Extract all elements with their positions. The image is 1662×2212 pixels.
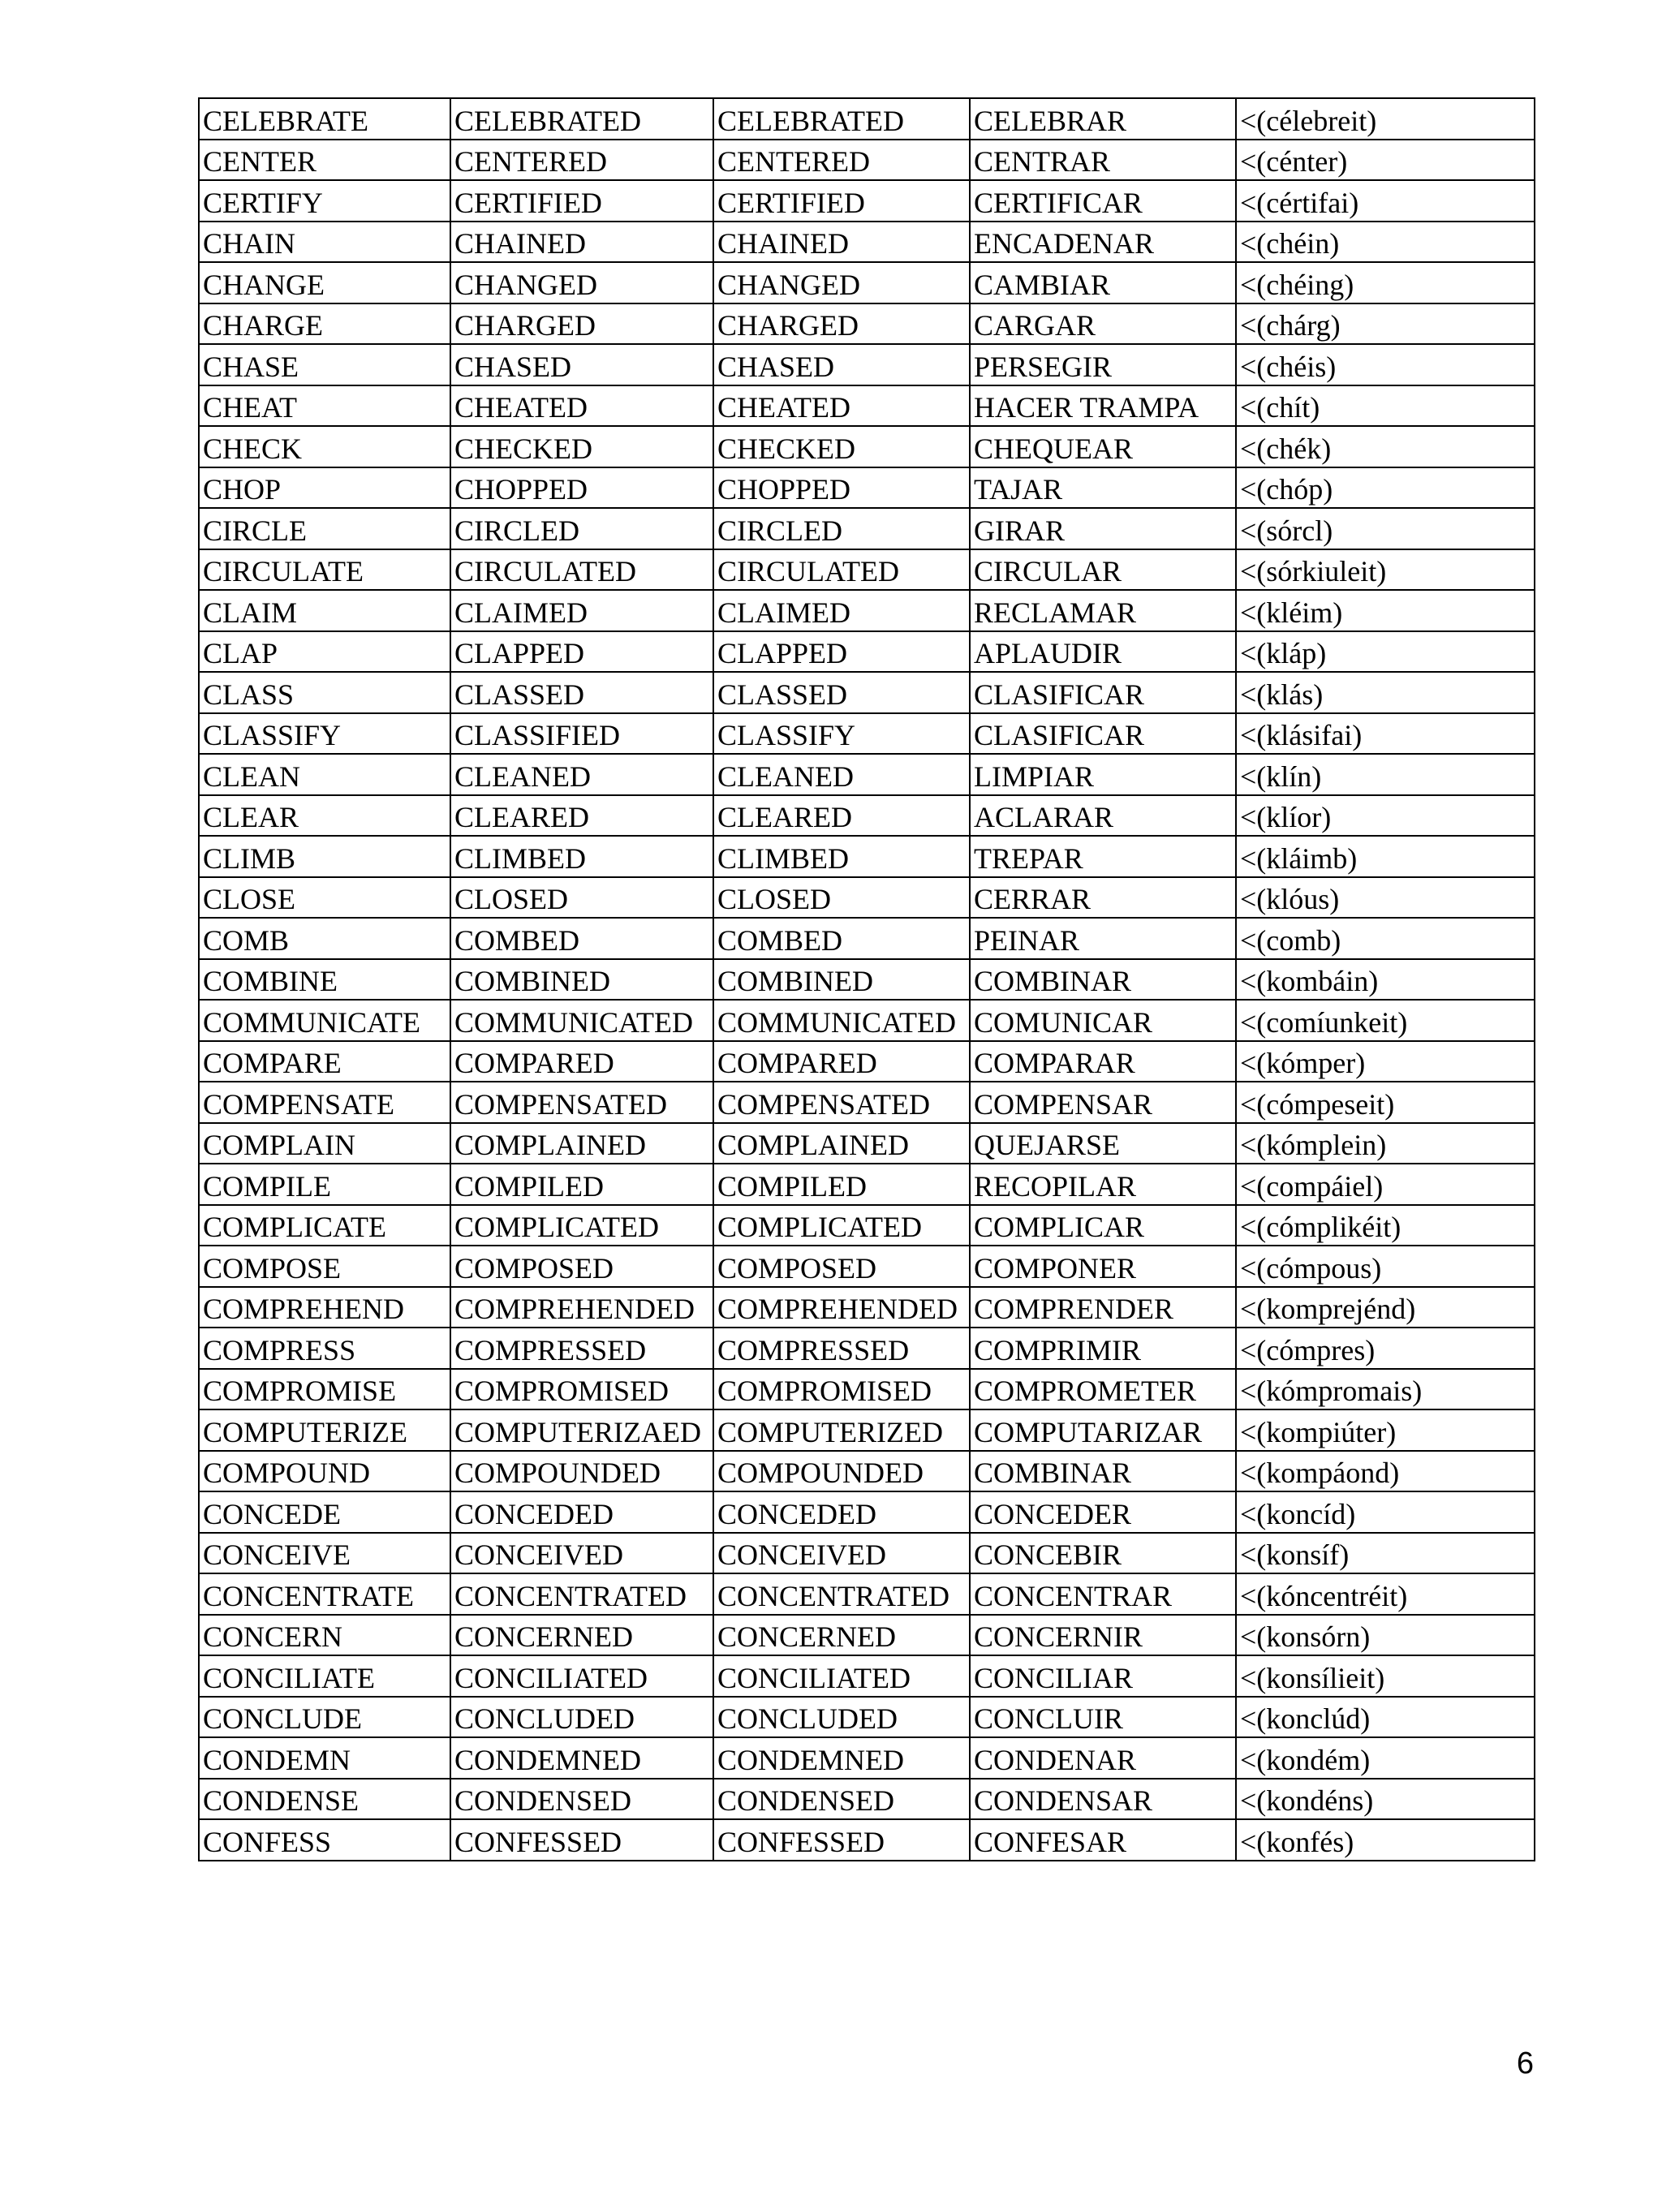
verb-past-participle-cell: CONCEIVED bbox=[713, 1533, 970, 1574]
verb-past-participle-cell: CLAIMED bbox=[713, 590, 970, 631]
table-row bbox=[199, 1573, 1535, 1615]
verb-past-cell: COMPLAINED bbox=[450, 1123, 713, 1164]
verb-spanish-cell: CLASIFICAR bbox=[970, 713, 1236, 755]
verb-table bbox=[198, 97, 1535, 1861]
table-row bbox=[199, 1615, 1535, 1656]
verb-spanish-cell: COMBINAR bbox=[970, 1451, 1236, 1492]
verb-infinitive-cell: CONFESS bbox=[199, 1819, 450, 1861]
table-row bbox=[199, 1123, 1535, 1164]
verb-spanish-cell: PERSEGIR bbox=[970, 344, 1236, 385]
table-row bbox=[199, 1655, 1535, 1697]
verb-pronunciation-cell: <(chéin) bbox=[1236, 222, 1535, 263]
verb-pronunciation-cell: <(klás) bbox=[1236, 672, 1535, 713]
table-row bbox=[199, 1205, 1535, 1246]
verb-past-participle-cell: COMPROMISED bbox=[713, 1369, 970, 1410]
table-row bbox=[199, 1533, 1535, 1574]
verb-pronunciation-cell: <(cómpres) bbox=[1236, 1328, 1535, 1369]
verb-pronunciation-cell: <(chéis) bbox=[1236, 344, 1535, 385]
verb-past-cell: CONCERNED bbox=[450, 1615, 713, 1656]
verb-infinitive-cell: CONDENSE bbox=[199, 1779, 450, 1820]
verb-infinitive-cell: CLIMB bbox=[199, 836, 450, 877]
verb-spanish-cell: COMPUTARIZAR bbox=[970, 1409, 1236, 1451]
verb-infinitive-cell: COMPOSE bbox=[199, 1246, 450, 1287]
verb-spanish-cell: CLASIFICAR bbox=[970, 672, 1236, 713]
verb-past-participle-cell: CELEBRATED bbox=[713, 98, 970, 140]
verb-past-cell: CONCILIATED bbox=[450, 1655, 713, 1697]
table-row bbox=[199, 344, 1535, 385]
verb-past-participle-cell: CONDENSED bbox=[713, 1779, 970, 1820]
verb-pronunciation-cell: <(chóp) bbox=[1236, 467, 1535, 509]
verb-infinitive-cell: CLASS bbox=[199, 672, 450, 713]
verb-pronunciation-cell: <(kombáin) bbox=[1236, 959, 1535, 1001]
verb-pronunciation-cell: <(kondéns) bbox=[1236, 1779, 1535, 1820]
verb-spanish-cell: COMUNICAR bbox=[970, 1000, 1236, 1041]
verb-past-participle-cell: CERTIFIED bbox=[713, 180, 970, 222]
verb-past-participle-cell: COMBED bbox=[713, 918, 970, 959]
table-row bbox=[199, 1000, 1535, 1041]
verb-past-cell: COMPLICATED bbox=[450, 1205, 713, 1246]
verb-spanish-cell: ACLARAR bbox=[970, 795, 1236, 837]
table-row bbox=[199, 1819, 1535, 1861]
table-row bbox=[199, 836, 1535, 877]
verb-past-participle-cell: CHAINED bbox=[713, 222, 970, 263]
verb-past-cell: CHECKED bbox=[450, 426, 713, 467]
verb-infinitive-cell: COMPILE bbox=[199, 1164, 450, 1205]
verb-spanish-cell: CHEQUEAR bbox=[970, 426, 1236, 467]
verb-infinitive-cell: CHASE bbox=[199, 344, 450, 385]
verb-spanish-cell: CONDENSAR bbox=[970, 1779, 1236, 1820]
verb-infinitive-cell: COMPENSATE bbox=[199, 1082, 450, 1123]
verb-spanish-cell: GIRAR bbox=[970, 508, 1236, 549]
verb-past-cell: COMBINED bbox=[450, 959, 713, 1001]
verb-infinitive-cell: COMBINE bbox=[199, 959, 450, 1001]
verb-infinitive-cell: CLEAN bbox=[199, 754, 450, 795]
verb-past-participle-cell: CONCERNED bbox=[713, 1615, 970, 1656]
table-row bbox=[199, 1491, 1535, 1533]
verb-spanish-cell: CONCENTRAR bbox=[970, 1573, 1236, 1615]
verb-infinitive-cell: CLAIM bbox=[199, 590, 450, 631]
table-row bbox=[199, 262, 1535, 303]
verb-pronunciation-cell: <(klín) bbox=[1236, 754, 1535, 795]
verb-past-cell: COMMUNICATED bbox=[450, 1000, 713, 1041]
verb-past-participle-cell: COMPILED bbox=[713, 1164, 970, 1205]
verb-past-participle-cell: CHASED bbox=[713, 344, 970, 385]
verb-past-cell: CONCLUDED bbox=[450, 1697, 713, 1738]
verb-past-participle-cell: CLEANED bbox=[713, 754, 970, 795]
verb-past-cell: CHANGED bbox=[450, 262, 713, 303]
table-row bbox=[199, 140, 1535, 181]
verb-pronunciation-cell: <(klóus) bbox=[1236, 877, 1535, 919]
verb-spanish-cell: COMPARAR bbox=[970, 1041, 1236, 1082]
verb-spanish-cell: CENTRAR bbox=[970, 140, 1236, 181]
verb-past-cell: CIRCLED bbox=[450, 508, 713, 549]
verb-past-cell: CIRCULATED bbox=[450, 549, 713, 591]
verb-infinitive-cell: CERTIFY bbox=[199, 180, 450, 222]
verb-infinitive-cell: CHANGE bbox=[199, 262, 450, 303]
verb-spanish-cell: CONCEBIR bbox=[970, 1533, 1236, 1574]
table-row bbox=[199, 303, 1535, 345]
verb-past-participle-cell: CONCENTRATED bbox=[713, 1573, 970, 1615]
verb-past-cell: CLASSED bbox=[450, 672, 713, 713]
verb-pronunciation-cell: <(kondém) bbox=[1236, 1737, 1535, 1779]
verb-pronunciation-cell: <(kómplein) bbox=[1236, 1123, 1535, 1164]
verb-table-body bbox=[199, 98, 1535, 1861]
verb-past-cell: CLEANED bbox=[450, 754, 713, 795]
verb-infinitive-cell: COMPUTERIZE bbox=[199, 1409, 450, 1451]
table-row bbox=[199, 1164, 1535, 1205]
verb-infinitive-cell: CLASSIFY bbox=[199, 713, 450, 755]
verb-infinitive-cell: COMPOUND bbox=[199, 1451, 450, 1492]
verb-past-participle-cell: CHOPPED bbox=[713, 467, 970, 509]
verb-pronunciation-cell: <(kléim) bbox=[1236, 590, 1535, 631]
verb-past-participle-cell: COMBINED bbox=[713, 959, 970, 1001]
verb-pronunciation-cell: <(kompáond) bbox=[1236, 1451, 1535, 1492]
verb-past-participle-cell: CONCLUDED bbox=[713, 1697, 970, 1738]
verb-infinitive-cell: CIRCLE bbox=[199, 508, 450, 549]
verb-infinitive-cell: COMB bbox=[199, 918, 450, 959]
verb-past-participle-cell: COMPRESSED bbox=[713, 1328, 970, 1369]
verb-infinitive-cell: CENTER bbox=[199, 140, 450, 181]
verb-past-cell: CLASSIFIED bbox=[450, 713, 713, 755]
verb-spanish-cell: RECLAMAR bbox=[970, 590, 1236, 631]
verb-pronunciation-cell: <(cénter) bbox=[1236, 140, 1535, 181]
verb-pronunciation-cell: <(koncíd) bbox=[1236, 1491, 1535, 1533]
verb-past-participle-cell: CONDEMNED bbox=[713, 1737, 970, 1779]
verb-past-cell: CHOPPED bbox=[450, 467, 713, 509]
verb-past-participle-cell: CHANGED bbox=[713, 262, 970, 303]
verb-past-participle-cell: COMPUTERIZED bbox=[713, 1409, 970, 1451]
verb-spanish-cell: COMPRENDER bbox=[970, 1287, 1236, 1328]
verb-past-cell: CERTIFIED bbox=[450, 180, 713, 222]
table-row bbox=[199, 877, 1535, 919]
verb-pronunciation-cell: <(kláimb) bbox=[1236, 836, 1535, 877]
verb-spanish-cell: CONCLUIR bbox=[970, 1697, 1236, 1738]
verb-pronunciation-cell: <(comíunkeit) bbox=[1236, 1000, 1535, 1041]
verb-past-cell: COMPOSED bbox=[450, 1246, 713, 1287]
verb-past-cell: CELEBRATED bbox=[450, 98, 713, 140]
verb-past-cell: CHASED bbox=[450, 344, 713, 385]
table-row bbox=[199, 180, 1535, 222]
table-row bbox=[199, 795, 1535, 837]
verb-pronunciation-cell: <(kómpromais) bbox=[1236, 1369, 1535, 1410]
verb-spanish-cell: CERTIFICAR bbox=[970, 180, 1236, 222]
verb-spanish-cell: COMPENSAR bbox=[970, 1082, 1236, 1123]
verb-infinitive-cell: COMPROMISE bbox=[199, 1369, 450, 1410]
verb-spanish-cell: CERRAR bbox=[970, 877, 1236, 919]
table-row bbox=[199, 1246, 1535, 1287]
verb-past-participle-cell: CLASSED bbox=[713, 672, 970, 713]
table-row bbox=[199, 1451, 1535, 1492]
verb-spanish-cell: TREPAR bbox=[970, 836, 1236, 877]
verb-past-participle-cell: COMPARED bbox=[713, 1041, 970, 1082]
table-row bbox=[199, 959, 1535, 1001]
verb-past-participle-cell: CONFESSED bbox=[713, 1819, 970, 1861]
verb-past-cell: CONCENTRATED bbox=[450, 1573, 713, 1615]
verb-spanish-cell: CONFESAR bbox=[970, 1819, 1236, 1861]
verb-past-cell: COMPUTERIZAED bbox=[450, 1409, 713, 1451]
verb-past-participle-cell: CLIMBED bbox=[713, 836, 970, 877]
verb-pronunciation-cell: <(cómplikéit) bbox=[1236, 1205, 1535, 1246]
verb-infinitive-cell: COMPLICATE bbox=[199, 1205, 450, 1246]
table-row bbox=[199, 1082, 1535, 1123]
verb-pronunciation-cell: <(sórcl) bbox=[1236, 508, 1535, 549]
verb-past-cell: CLIMBED bbox=[450, 836, 713, 877]
verb-infinitive-cell: CONCERN bbox=[199, 1615, 450, 1656]
verb-infinitive-cell: COMPRESS bbox=[199, 1328, 450, 1369]
table-row bbox=[199, 467, 1535, 509]
verb-pronunciation-cell: <(kompiúter) bbox=[1236, 1409, 1535, 1451]
verb-pronunciation-cell: <(klíor) bbox=[1236, 795, 1535, 837]
verb-past-participle-cell: COMPREHENDED bbox=[713, 1287, 970, 1328]
verb-past-participle-cell: CIRCULATED bbox=[713, 549, 970, 591]
verb-spanish-cell: COMPRIMIR bbox=[970, 1328, 1236, 1369]
verb-spanish-cell: APLAUDIR bbox=[970, 631, 1236, 673]
verb-infinitive-cell: COMMUNICATE bbox=[199, 1000, 450, 1041]
table-row bbox=[199, 754, 1535, 795]
verb-pronunciation-cell: <(célebreit) bbox=[1236, 98, 1535, 140]
verb-spanish-cell: TAJAR bbox=[970, 467, 1236, 509]
verb-past-cell: CLAIMED bbox=[450, 590, 713, 631]
verb-pronunciation-cell: <(konsílieit) bbox=[1236, 1655, 1535, 1697]
verb-infinitive-cell: CELEBRATE bbox=[199, 98, 450, 140]
table-row bbox=[199, 1779, 1535, 1820]
verb-past-cell: CLAPPED bbox=[450, 631, 713, 673]
verb-pronunciation-cell: <(comb) bbox=[1236, 918, 1535, 959]
table-row bbox=[199, 98, 1535, 140]
table-row bbox=[199, 631, 1535, 673]
verb-spanish-cell: CELEBRAR bbox=[970, 98, 1236, 140]
verb-infinitive-cell: CHOP bbox=[199, 467, 450, 509]
table-row bbox=[199, 1409, 1535, 1451]
verb-past-cell: CHEATED bbox=[450, 385, 713, 427]
verb-past-cell: COMPENSATED bbox=[450, 1082, 713, 1123]
verb-pronunciation-cell: <(konfés) bbox=[1236, 1819, 1535, 1861]
verb-pronunciation-cell: <(chék) bbox=[1236, 426, 1535, 467]
verb-past-cell: CHAINED bbox=[450, 222, 713, 263]
verb-past-cell: COMPILED bbox=[450, 1164, 713, 1205]
verb-past-cell: COMBED bbox=[450, 918, 713, 959]
verb-past-cell: CONDENSED bbox=[450, 1779, 713, 1820]
verb-infinitive-cell: CONCILIATE bbox=[199, 1655, 450, 1697]
verb-infinitive-cell: COMPREHEND bbox=[199, 1287, 450, 1328]
table-row bbox=[199, 385, 1535, 427]
verb-past-participle-cell: COMPLAINED bbox=[713, 1123, 970, 1164]
table-row bbox=[199, 672, 1535, 713]
verb-past-cell: COMPOUNDED bbox=[450, 1451, 713, 1492]
verb-spanish-cell: CARGAR bbox=[970, 303, 1236, 345]
verb-infinitive-cell: CLEAR bbox=[199, 795, 450, 837]
verb-past-cell: CENTERED bbox=[450, 140, 713, 181]
verb-pronunciation-cell: <(klásifai) bbox=[1236, 713, 1535, 755]
table-row bbox=[199, 1328, 1535, 1369]
verb-pronunciation-cell: <(cértifai) bbox=[1236, 180, 1535, 222]
verb-pronunciation-cell: <(compáiel) bbox=[1236, 1164, 1535, 1205]
verb-past-cell: COMPARED bbox=[450, 1041, 713, 1082]
table-row bbox=[199, 508, 1535, 549]
verb-spanish-cell: HACER TRAMPA bbox=[970, 385, 1236, 427]
verb-past-cell: CONCEIVED bbox=[450, 1533, 713, 1574]
verb-pronunciation-cell: <(kóncentréit) bbox=[1236, 1573, 1535, 1615]
table-row bbox=[199, 1287, 1535, 1328]
verb-infinitive-cell: COMPLAIN bbox=[199, 1123, 450, 1164]
verb-spanish-cell: RECOPILAR bbox=[970, 1164, 1236, 1205]
verb-infinitive-cell: CHEAT bbox=[199, 385, 450, 427]
verb-past-cell: CONCEDED bbox=[450, 1491, 713, 1533]
verb-spanish-cell: COMBINAR bbox=[970, 959, 1236, 1001]
verb-pronunciation-cell: <(kómper) bbox=[1236, 1041, 1535, 1082]
verb-pronunciation-cell: <(chárg) bbox=[1236, 303, 1535, 345]
verb-spanish-cell: COMPLICAR bbox=[970, 1205, 1236, 1246]
verb-past-cell: CHARGED bbox=[450, 303, 713, 345]
verb-past-participle-cell: COMPOUNDED bbox=[713, 1451, 970, 1492]
verb-past-participle-cell: COMPLICATED bbox=[713, 1205, 970, 1246]
verb-past-participle-cell: COMMUNICATED bbox=[713, 1000, 970, 1041]
verb-infinitive-cell: COMPARE bbox=[199, 1041, 450, 1082]
verb-infinitive-cell: CHECK bbox=[199, 426, 450, 467]
verb-spanish-cell: QUEJARSE bbox=[970, 1123, 1236, 1164]
verb-past-participle-cell: CLEARED bbox=[713, 795, 970, 837]
verb-spanish-cell: CONCILIAR bbox=[970, 1655, 1236, 1697]
verb-past-participle-cell: COMPENSATED bbox=[713, 1082, 970, 1123]
verb-infinitive-cell: CONCEIVE bbox=[199, 1533, 450, 1574]
verb-pronunciation-cell: <(chéing) bbox=[1236, 262, 1535, 303]
verb-infinitive-cell: CONCEDE bbox=[199, 1491, 450, 1533]
verb-pronunciation-cell: <(chít) bbox=[1236, 385, 1535, 427]
verb-infinitive-cell: CLAP bbox=[199, 631, 450, 673]
verb-infinitive-cell: CONDEMN bbox=[199, 1737, 450, 1779]
verb-past-participle-cell: CHECKED bbox=[713, 426, 970, 467]
table-row bbox=[199, 590, 1535, 631]
verb-past-participle-cell: COMPOSED bbox=[713, 1246, 970, 1287]
verb-spanish-cell: CIRCULAR bbox=[970, 549, 1236, 591]
verb-spanish-cell: COMPROMETER bbox=[970, 1369, 1236, 1410]
verb-pronunciation-cell: <(komprejénd) bbox=[1236, 1287, 1535, 1328]
verb-infinitive-cell: CONCENTRATE bbox=[199, 1573, 450, 1615]
verb-spanish-cell: LIMPIAR bbox=[970, 754, 1236, 795]
verb-past-participle-cell: CENTERED bbox=[713, 140, 970, 181]
verb-pronunciation-cell: <(kláp) bbox=[1236, 631, 1535, 673]
verb-infinitive-cell: CLOSE bbox=[199, 877, 450, 919]
verb-spanish-cell: CONDENAR bbox=[970, 1737, 1236, 1779]
verb-past-participle-cell: CLASSIFY bbox=[713, 713, 970, 755]
verb-spanish-cell: CONCEDER bbox=[970, 1491, 1236, 1533]
page-number: 6 bbox=[1516, 2046, 1534, 2081]
verb-infinitive-cell: CONCLUDE bbox=[199, 1697, 450, 1738]
table-row bbox=[199, 918, 1535, 959]
verb-past-participle-cell: CLOSED bbox=[713, 877, 970, 919]
verb-past-cell: CONDEMNED bbox=[450, 1737, 713, 1779]
table-row bbox=[199, 1697, 1535, 1738]
verb-past-participle-cell: CIRCLED bbox=[713, 508, 970, 549]
verb-past-participle-cell: CONCEDED bbox=[713, 1491, 970, 1533]
verb-spanish-cell: CAMBIAR bbox=[970, 262, 1236, 303]
verb-pronunciation-cell: <(konsíf) bbox=[1236, 1533, 1535, 1574]
table-row bbox=[199, 1737, 1535, 1779]
verb-spanish-cell: CONCERNIR bbox=[970, 1615, 1236, 1656]
table-row bbox=[199, 1041, 1535, 1082]
verb-past-participle-cell: CHEATED bbox=[713, 385, 970, 427]
verb-infinitive-cell: CHAIN bbox=[199, 222, 450, 263]
verb-past-participle-cell: CONCILIATED bbox=[713, 1655, 970, 1697]
table-row bbox=[199, 713, 1535, 755]
verb-past-cell: COMPROMISED bbox=[450, 1369, 713, 1410]
verb-pronunciation-cell: <(cómpous) bbox=[1236, 1246, 1535, 1287]
verb-spanish-cell: PEINAR bbox=[970, 918, 1236, 959]
verb-pronunciation-cell: <(konsórn) bbox=[1236, 1615, 1535, 1656]
table-row bbox=[199, 426, 1535, 467]
verb-infinitive-cell: CIRCULATE bbox=[199, 549, 450, 591]
verb-past-cell: COMPRESSED bbox=[450, 1328, 713, 1369]
verb-past-cell: CLOSED bbox=[450, 877, 713, 919]
verb-past-participle-cell: CHARGED bbox=[713, 303, 970, 345]
verb-pronunciation-cell: <(sórkiuleit) bbox=[1236, 549, 1535, 591]
verb-infinitive-cell: CHARGE bbox=[199, 303, 450, 345]
verb-pronunciation-cell: <(konclúd) bbox=[1236, 1697, 1535, 1738]
table-row bbox=[199, 549, 1535, 591]
table-row bbox=[199, 222, 1535, 263]
verb-past-participle-cell: CLAPPED bbox=[713, 631, 970, 673]
table-row bbox=[199, 1369, 1535, 1410]
verb-past-cell: CONFESSED bbox=[450, 1819, 713, 1861]
verb-spanish-cell: ENCADENAR bbox=[970, 222, 1236, 263]
verb-pronunciation-cell: <(cómpeseit) bbox=[1236, 1082, 1535, 1123]
verb-past-cell: CLEARED bbox=[450, 795, 713, 837]
verb-past-cell: COMPREHENDED bbox=[450, 1287, 713, 1328]
verb-spanish-cell: COMPONER bbox=[970, 1246, 1236, 1287]
